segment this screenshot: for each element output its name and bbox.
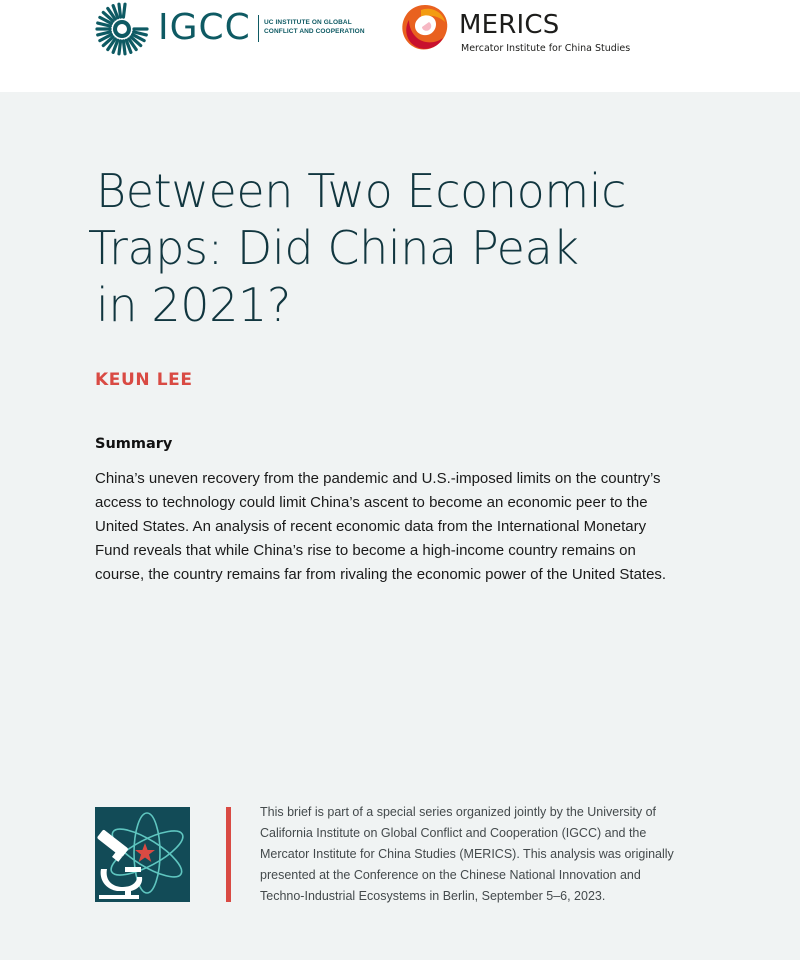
title-line: Between Two Economic <box>96 164 627 218</box>
summary-line: China’s uneven recovery from the pandemic and U.S.-imposed limits on the country’s <box>95 470 661 487</box>
document-title <box>90 163 650 334</box>
igcc-logo-icon <box>95 2 149 56</box>
accent-divider <box>226 807 231 902</box>
merics-tagline: Mercator Institute for China Studies <box>461 43 631 54</box>
microscope-atom-star-icon <box>95 807 190 902</box>
summary-heading: Summary <box>95 436 173 452</box>
title-line: Traps: Did China Peak <box>88 221 579 275</box>
summary-paragraph <box>95 467 685 587</box>
igcc-divider <box>258 15 259 42</box>
igcc-wordmark: IGCC <box>158 7 251 48</box>
igcc-tagline <box>264 19 365 36</box>
header-bar <box>0 0 800 92</box>
summary-line: course, the country remains far from rivaling the economic power of the United States. <box>95 566 667 583</box>
title-line: in 2021? <box>96 278 291 332</box>
series-note-line: Techno-Industrial Ecosystems in Berlin, September 5–6, 2023. <box>260 889 606 903</box>
igcc-tagline-line: CONFLICT AND COOPERATION <box>264 27 365 35</box>
merics-logo-icon <box>399 2 451 54</box>
merics-wordmark: MERICS <box>459 10 560 40</box>
igcc-logo-ray <box>123 41 125 54</box>
series-note <box>260 802 700 907</box>
series-note-line: Mercator Institute for China Studies (MERICS). This analysis was originally <box>260 847 674 861</box>
igcc-tagline-line: UC INSTITUTE ON GLOBAL <box>264 19 352 26</box>
summary-line: Fund reveals that while China’s rise to become a high-income country remains on <box>95 542 636 559</box>
author-name: KEUN LEE <box>95 370 193 390</box>
igcc-logo-ray <box>119 4 121 17</box>
summary-line: access to technology could limit China’s ascent to become an economic peer to the <box>95 494 648 511</box>
summary-line: United States. An analysis of recent economic data from the International Monetary <box>95 518 647 535</box>
series-note-line: presented at the Conference on the Chinese National Innovation and <box>260 868 641 882</box>
series-note-line: This brief is part of a special series organized jointly by the University of <box>260 805 657 819</box>
igcc-logo-ray <box>123 4 125 17</box>
series-note-line: California Institute on Global Conflict and Cooperation (IGCC) and the <box>260 826 647 840</box>
igcc-logo-ray <box>119 41 121 54</box>
